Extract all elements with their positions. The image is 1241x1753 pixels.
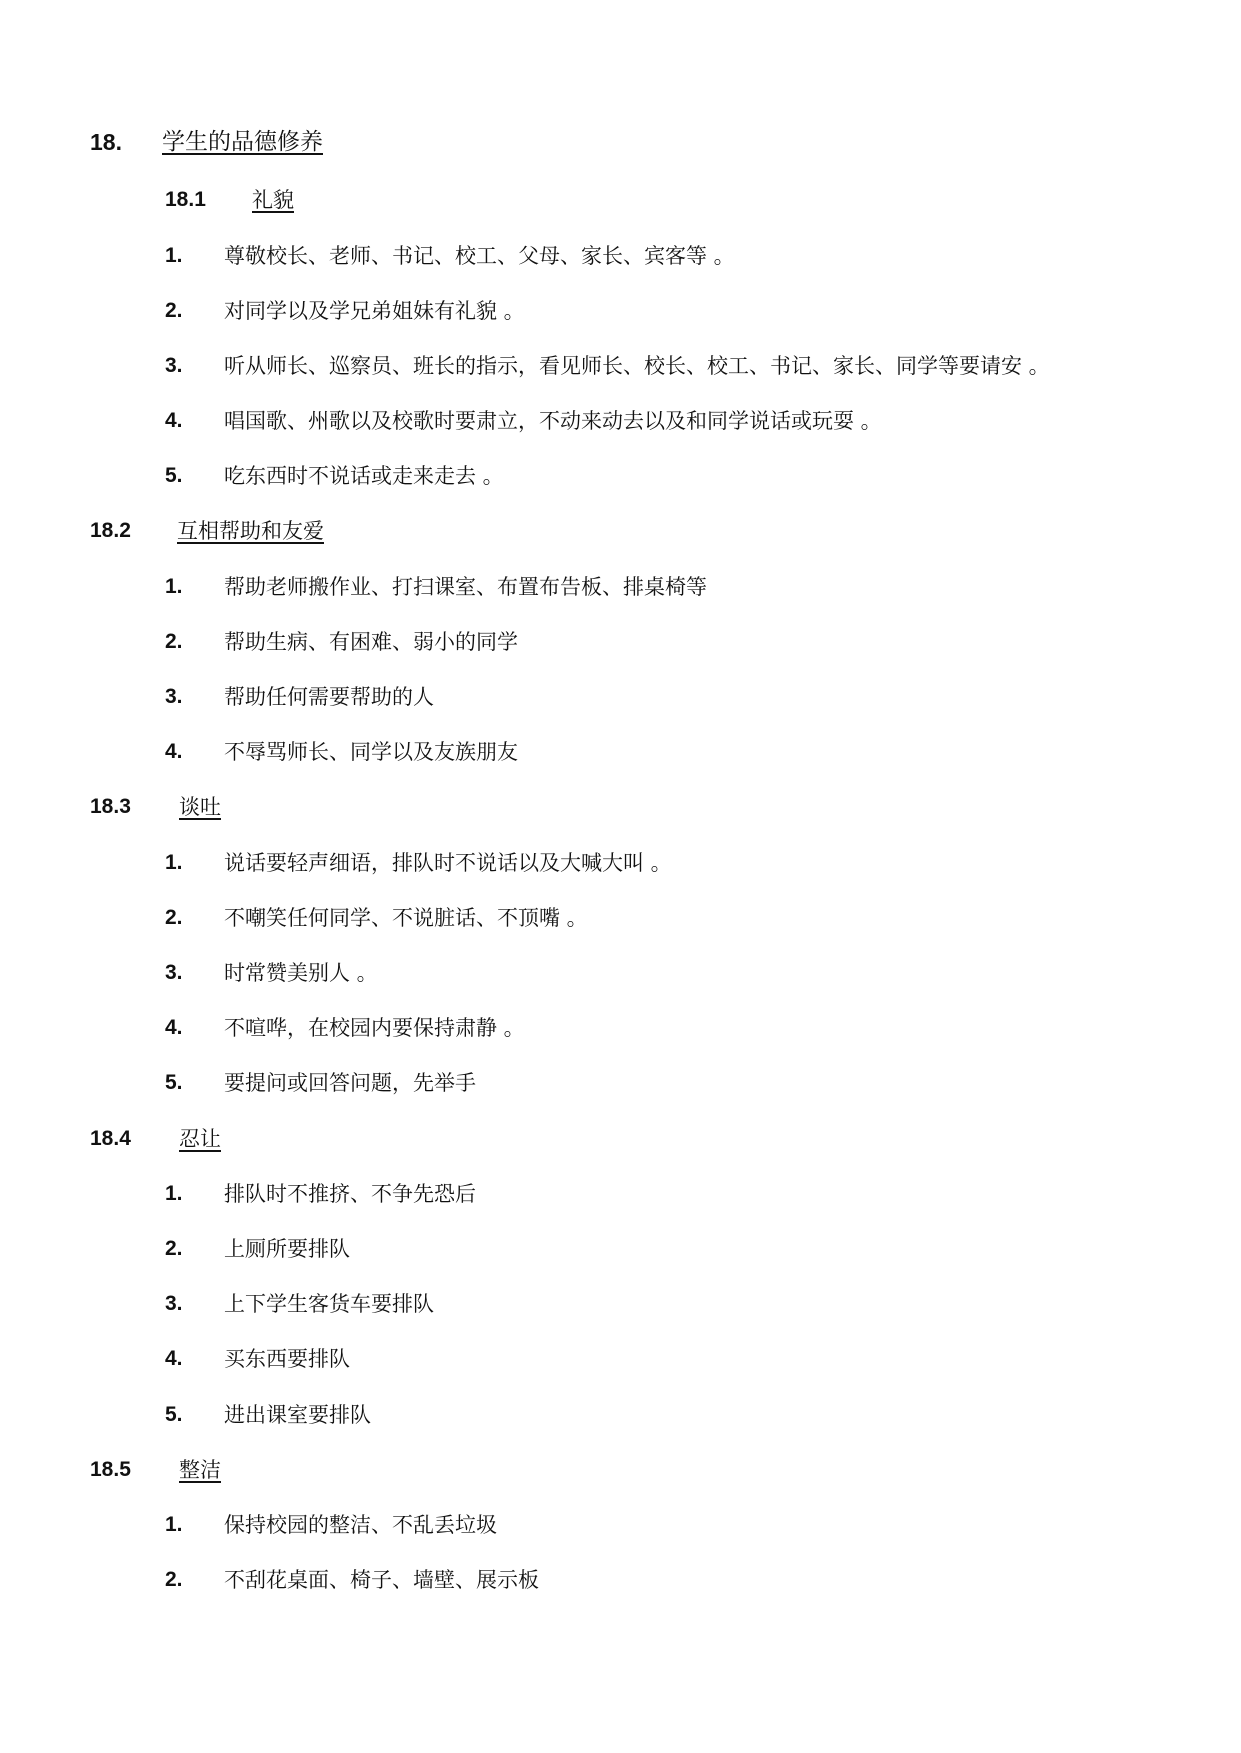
item-number: 2. bbox=[165, 1568, 183, 1591]
item-text: 说话要轻声细语，排队时不说话以及大喊大叫 。 bbox=[224, 851, 672, 875]
item-text: 帮助老师搬作业、打扫课室、布置布告板、排桌椅等 bbox=[224, 575, 707, 599]
chapter-title: 学生的品德修养 bbox=[162, 129, 323, 155]
section-number: 18.3 bbox=[90, 795, 131, 818]
section-title: 互相帮助和友爱 bbox=[177, 519, 324, 543]
item-text: 保持校园的整洁、不乱丢垃圾 bbox=[224, 1513, 497, 1537]
item-text: 不嘲笑任何同学、不说脏话、不顶嘴 。 bbox=[224, 906, 588, 930]
item-text: 要提问或回答问题，先举手 bbox=[224, 1071, 476, 1095]
item-number: 2. bbox=[165, 1237, 183, 1260]
item-text: 帮助生病、有困难、弱小的同学 bbox=[224, 630, 518, 654]
item-number: 2. bbox=[165, 630, 183, 653]
item-text: 时常赞美别人 。 bbox=[224, 961, 378, 985]
item-number: 1. bbox=[165, 575, 183, 598]
section-title: 礼貌 bbox=[252, 188, 294, 212]
item-text: 吃东西时不说话或走来走去 。 bbox=[224, 464, 504, 488]
item-text: 不喧哗，在校园内要保持肃静 。 bbox=[224, 1016, 525, 1040]
item-text: 唱国歌、州歌以及校歌时要肃立，不动来动去以及和同学说话或玩耍 。 bbox=[224, 409, 882, 433]
item-number: 3. bbox=[165, 961, 183, 984]
item-number: 4. bbox=[165, 1347, 183, 1370]
item-number: 3. bbox=[165, 685, 183, 708]
item-text: 上下学生客货车要排队 bbox=[224, 1292, 434, 1316]
section-title: 忍让 bbox=[179, 1127, 221, 1151]
item-number: 4. bbox=[165, 1016, 183, 1039]
item-number: 5. bbox=[165, 464, 183, 487]
section-number: 18.5 bbox=[90, 1458, 131, 1481]
item-number: 4. bbox=[165, 740, 183, 763]
item-text: 进出课室要排队 bbox=[224, 1403, 371, 1427]
item-text: 对同学以及学兄弟姐妹有礼貌 。 bbox=[224, 299, 525, 323]
item-number: 5. bbox=[165, 1071, 183, 1094]
section-number: 18.4 bbox=[90, 1127, 131, 1150]
item-number: 3. bbox=[165, 354, 183, 377]
item-number: 1. bbox=[165, 851, 183, 874]
item-number: 2. bbox=[165, 299, 183, 322]
section-title: 谈吐 bbox=[179, 795, 221, 819]
item-text: 帮助任何需要帮助的人 bbox=[224, 685, 434, 709]
section-number: 18.1 bbox=[165, 188, 206, 211]
item-text: 排队时不推挤、不争先恐后 bbox=[224, 1182, 476, 1206]
section-title: 整洁 bbox=[179, 1458, 221, 1482]
item-number: 3. bbox=[165, 1292, 183, 1315]
item-number: 5. bbox=[165, 1403, 183, 1426]
item-text: 尊敬校长、老师、书记、校工、父母、家长、宾客等 。 bbox=[224, 244, 735, 268]
section-number: 18.2 bbox=[90, 519, 131, 542]
item-number: 1. bbox=[165, 1513, 183, 1536]
item-number: 4. bbox=[165, 409, 183, 432]
item-number: 2. bbox=[165, 906, 183, 929]
item-number: 1. bbox=[165, 244, 183, 267]
item-text: 买东西要排队 bbox=[224, 1347, 350, 1371]
item-text: 不刮花桌面、椅子、墙壁、展示板 bbox=[224, 1568, 539, 1592]
item-text: 不辱骂师长、同学以及友族朋友 bbox=[224, 740, 518, 764]
item-text: 上厕所要排队 bbox=[224, 1237, 350, 1261]
chapter-number: 18. bbox=[90, 129, 122, 155]
item-number: 1. bbox=[165, 1182, 183, 1205]
item-text: 听从师长、巡察员、班长的指示，看见师长、校长、校工、书记、家长、同学等要请安 。 bbox=[224, 354, 1050, 378]
